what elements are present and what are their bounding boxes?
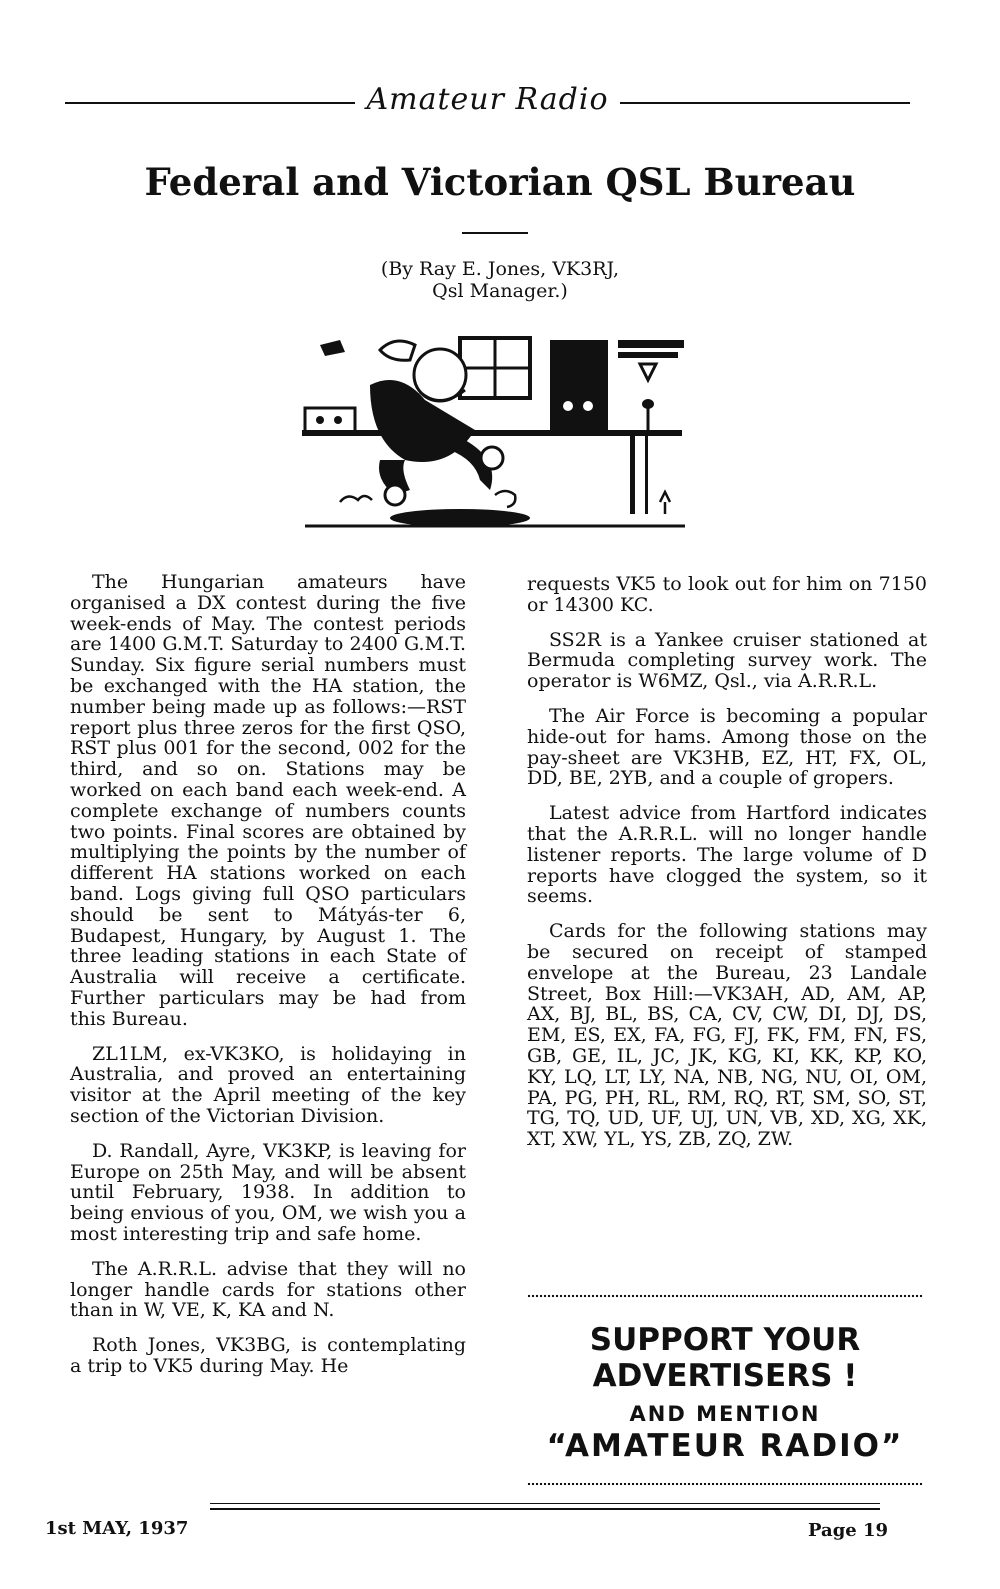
masthead-rule-right [620,102,910,104]
ad-line-amateur-radio: “AMATEUR RADIO” [546,1428,904,1464]
ad-dotted-rule-top [527,1294,923,1298]
paragraph-hungarian-contest: The Hungarian amateurs have organised a DX contest during the five week-ends of May. The contest periods are 1400 G.M.T. Saturday to 2400 G.M.T. Sunday. Six figure serial numbers must be exchanged with the HA station, the number being made up as follows:—RST report plus three zeros for the first QSO, RST plus 001 for the second, 002 for the third, and so on. Stations may be worked on each band each week-end. A complete exchange of numbers counts two points. Final scores are obtained by multiplying the points by the number of different HA stations worked on each band. Logs giving full QSO particulars should be sent to Mátyás-ter 6, Budapest, Hungary, by August 1. The three leading stations in each State of Australia will receive a certificate. Further particulars may be had from this Bureau. [70,571,466,1030]
paragraph-roth-jones: Roth Jones, VK3BG, is contemplating a trip to VK5 during May. He [70,1334,466,1377]
paragraph-vk5-continued: requests VK5 to look out for him on 7150 or 14300 KC. [527,573,927,616]
ad-line-advertisers: ADVERTISERS ! [592,1358,858,1394]
paragraph-ss2r: SS2R is a Yankee cruiser stationed at Bermuda completing survey work. The operator is W6MZ, Qsl., via A.R.R.L. [527,628,927,693]
ad-line-mention: AND MENTION [629,1402,821,1426]
ad-dotted-rule-bottom [527,1482,923,1486]
footer-rule-thin [210,1503,880,1504]
paragraph-cards-list: Cards for the following stations may be secured on receipt of stamped envelope at the Bureau, 23 Landale Street, Box Hill:—VK3AH, AD, AM, AP, AX, BJ, BL, BS, CA, CV, CW, DI, DJ, DS, EM, ES, EX, FA, FG, FJ, FK, FM, FN, FS, GB, GE, IL, JC, JK, KG, KI, KK, KP, KO, KY, LQ, LT, LY, NA, NB, NG, NU, OI, OM, PA, PG, PH, RL, RM, RQ, RT, SM, SO, ST, TG, TQ, UD, UF, UJ, UN, VB, XD, XG, XK, XT, XW, YL, YS, ZB, ZQ, ZW. [527,920,927,1151]
paragraph-zl1lm: ZL1LM, ex-VK3KO, is holidaying in Australia, and proved an entertaining visitor at the April meeting of the key section of the Victorian Division. [70,1042,466,1127]
paragraph-air-force: The Air Force is becoming a popular hide-out for hams. Among those on the pay-sheet are VK3HB, EZ, HT, FX, OL, DD, BE, 2YB, and a couple of gropers. [527,704,927,790]
byline-author: (By Ray E. Jones, VK3RJ, [380,258,620,280]
masthead [65,80,910,120]
paragraph-arrl-cards: The A.R.R.L. advise that they will no longer handle cards for stations other than in W, VE, K, KA and N. [70,1257,466,1322]
ad-line-support: SUPPORT YOUR [589,1322,861,1358]
byline-role: Qsl Manager.) [432,280,568,302]
left-column [70,572,466,1391]
masthead-logo: Amateur Radio [366,82,609,117]
paragraph-randall: D. Randall, Ayre, VK3KP, is leaving for Europe on 25th May, and will be absent until February, 1938. In addition to being envious of you, OM, we wish you a most interesting trip and safe home. [70,1139,466,1245]
footer-date: 1st MAY, 1937 [45,1518,189,1539]
byline [300,258,700,302]
masthead-rule-left [65,102,355,104]
title-divider [462,232,528,234]
footer-page-number: Page 19 [808,1520,889,1541]
paragraph-hartford: Latest advice from Hartford indicates that the A.R.R.L. will no longer handle listener reports. The large volume of D reports have clogged the system, so it seems. [527,802,927,908]
article-title: Federal and Victorian QSL Bureau [144,160,856,204]
right-column [527,574,927,1164]
cartoon-illustration [300,330,690,530]
footer-rule [210,1508,880,1510]
